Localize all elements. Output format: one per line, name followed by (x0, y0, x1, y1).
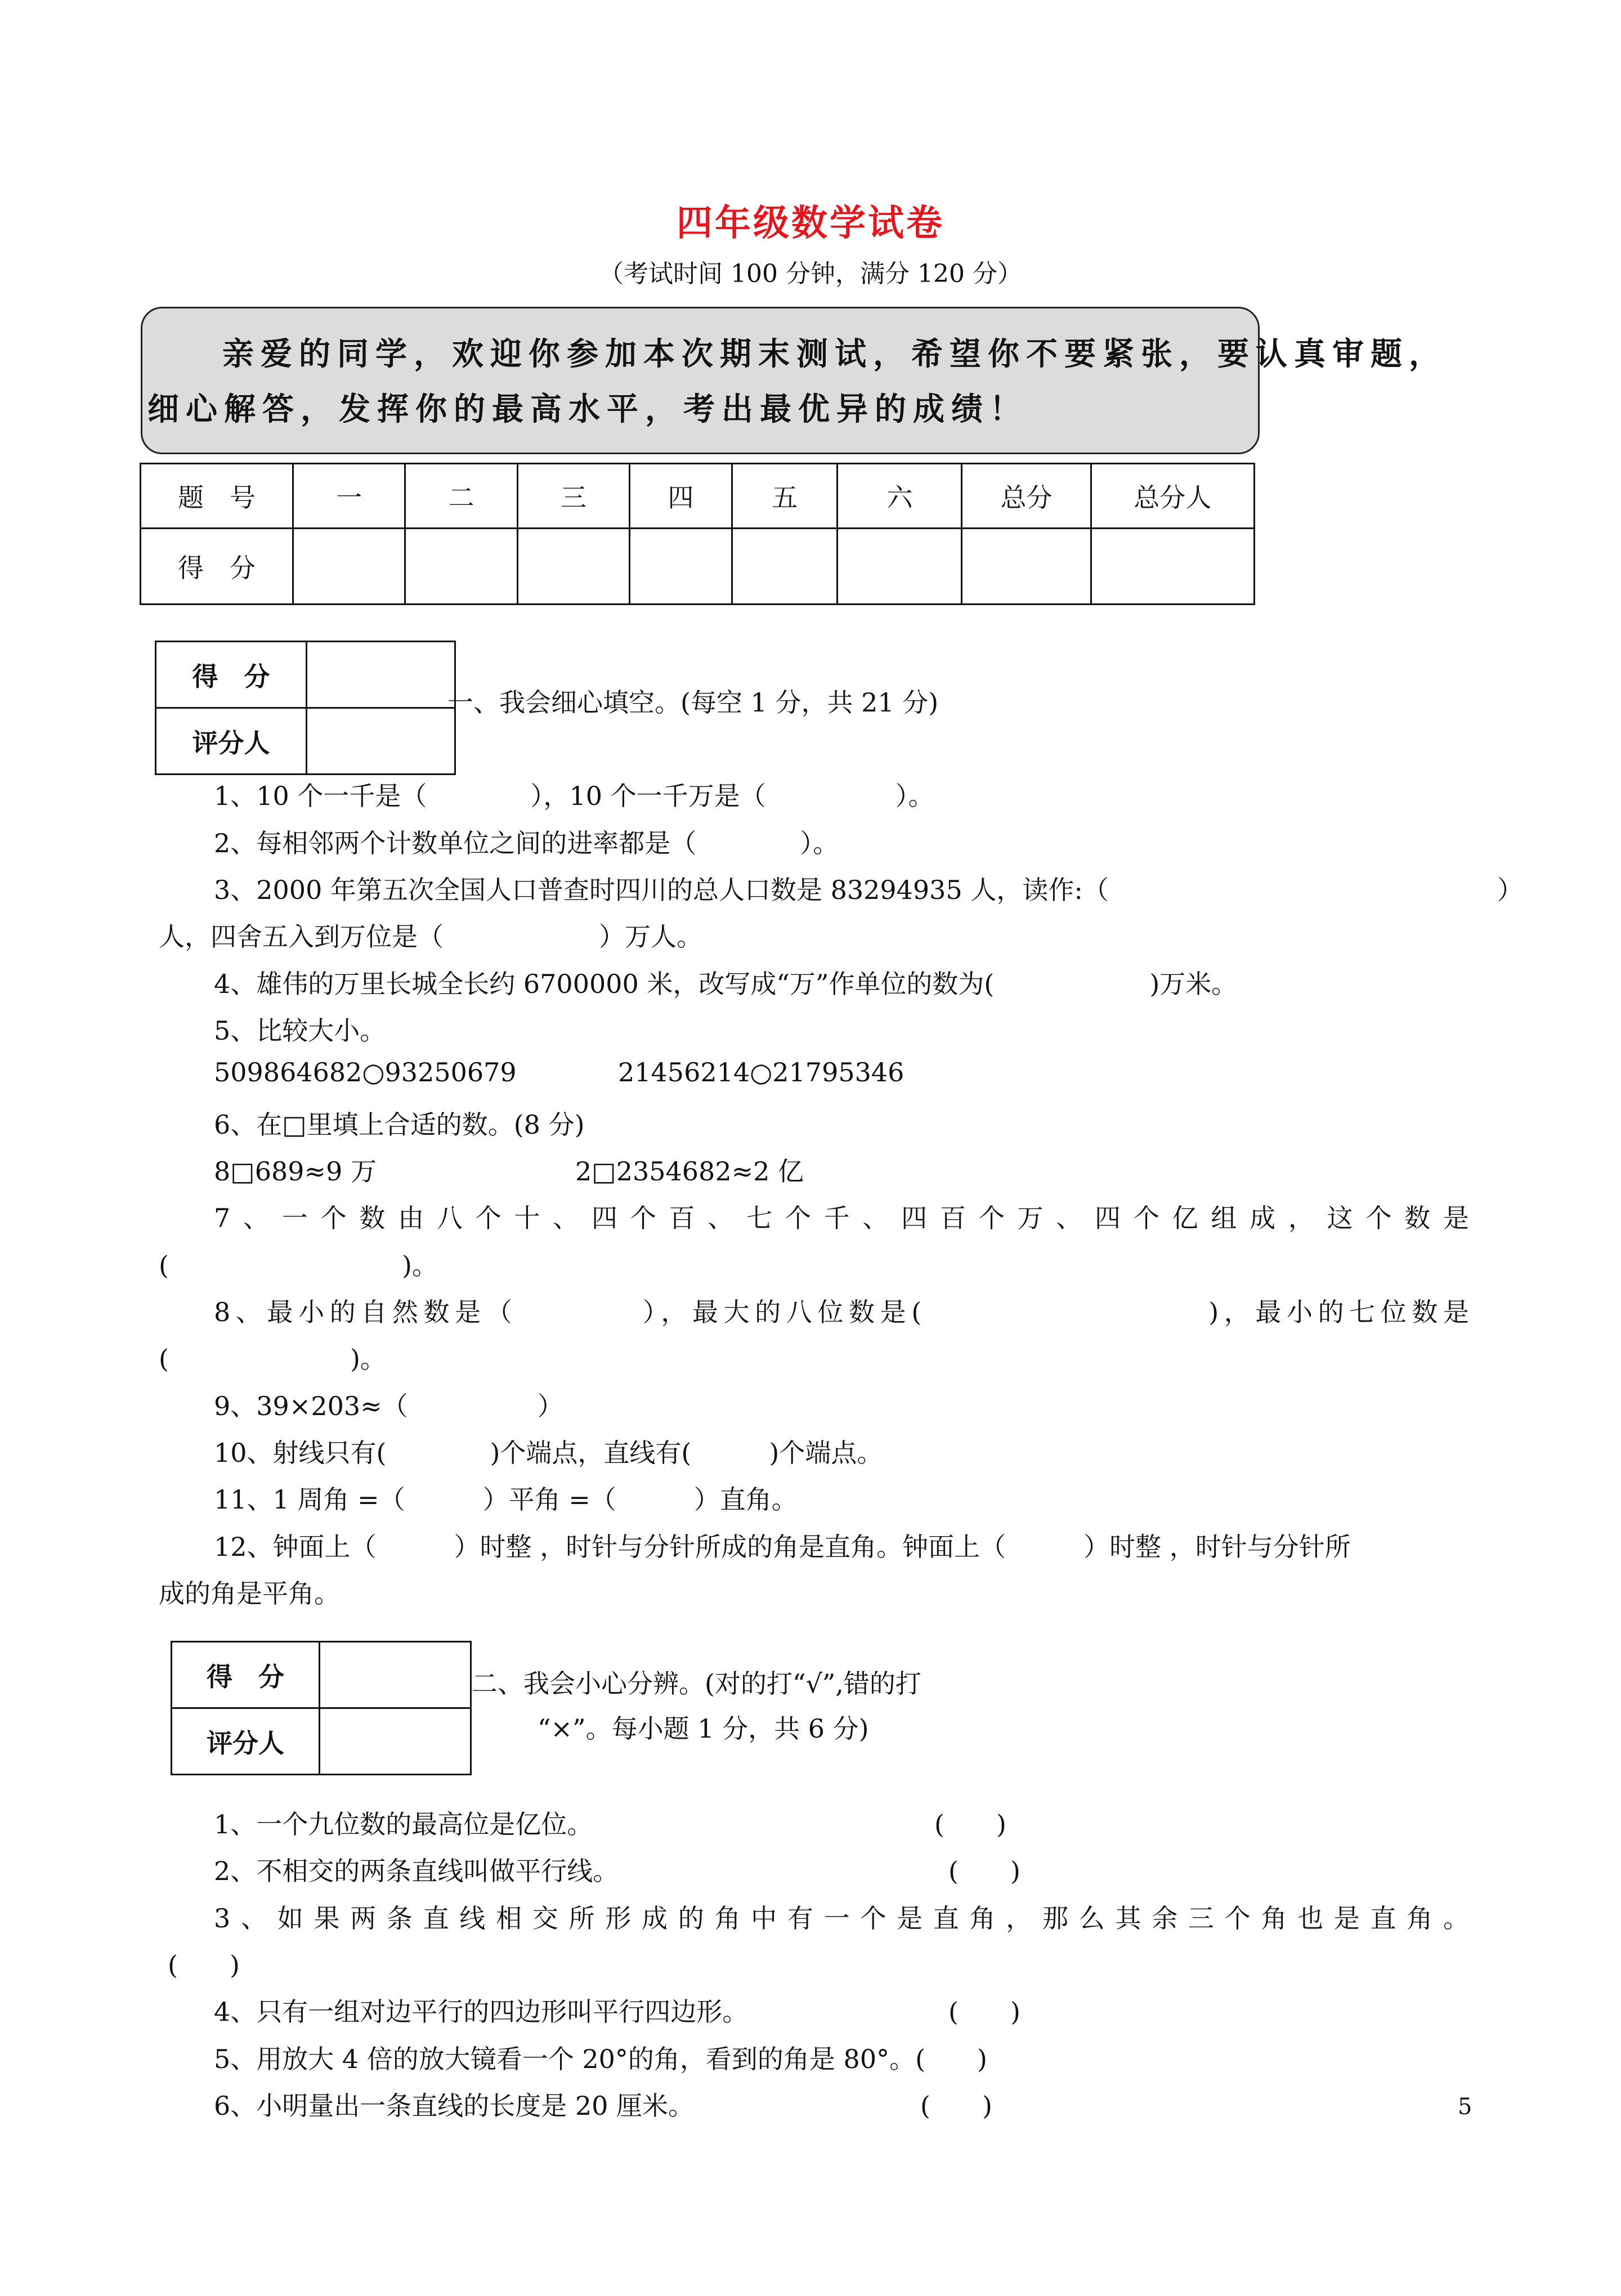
s1-question-3b: 人，四舍五入到万位是（ ）万人。 (159, 921, 702, 952)
score-cell[interactable] (405, 529, 517, 605)
score-cell[interactable] (732, 529, 838, 605)
score-table-header-label: 题 号 (141, 464, 293, 529)
s2-question-6: 6、小明量出一条直线的长度是 20 厘米。 (214, 2091, 695, 2121)
s1-question-10: 10、射线只有( )个端点，直线有( )个端点。 (214, 1438, 883, 1468)
s1-question-11: 11、1 周角 =（ ）平角 =（ ）直角。 (214, 1484, 798, 1515)
page-number: 5 (1458, 2094, 1472, 2120)
s2-answer-blank-3[interactable]: ( ) (168, 1950, 240, 1980)
score-col-5: 五 (732, 464, 838, 529)
score-table (140, 463, 1255, 605)
score-cell[interactable] (1091, 529, 1254, 605)
score-col-total: 总分 (962, 464, 1091, 529)
score-col-2: 二 (405, 464, 517, 529)
s1-question-2: 2、每相邻两个计数单位之间的进率都是（ ）。 (214, 828, 839, 858)
score-cell[interactable] (293, 529, 405, 605)
grader-score-label: 得 分 (156, 642, 307, 708)
s1-question-7b: ( )。 (159, 1250, 438, 1281)
s2-answer-blank-6[interactable]: ( ) (920, 2091, 992, 2121)
greeting-line-2: 细心解答，发挥你的最高水平，考出最优异的成绩！ (147, 391, 1028, 428)
score-col-4: 四 (630, 464, 732, 529)
s1-question-5a: 509864682○93250679 (214, 1057, 517, 1087)
s1-question-4: 4、雄伟的万里长城全长约 6700000 米，改写成“万”作单位的数为( )万米。 (214, 969, 1238, 999)
s2-answer-blank-2[interactable]: ( ) (948, 1856, 1020, 1886)
grader-name-label: 评分人 (172, 1708, 320, 1775)
score-cell[interactable] (838, 529, 962, 605)
grader-name-cell[interactable] (307, 708, 455, 775)
grader-score-label: 得 分 (172, 1642, 320, 1708)
s1-question-8b: ( )。 (159, 1344, 386, 1374)
score-col-6: 六 (838, 464, 962, 529)
s1-question-5b: 21456214○21795346 (618, 1057, 904, 1087)
s1-question-8a: 8、最小的自然数是（ ），最大的八位数是( )，最小的七位数是 (214, 1297, 1469, 1327)
exam-subtitle: （考试时间 100 分钟，满分 120 分） (599, 259, 1022, 288)
grader-score-cell[interactable] (307, 642, 455, 708)
s2-question-5: 5、用放大 4 倍的放大镜看一个 20°的角，看到的角是 80°。( ) (214, 2044, 987, 2074)
s1-question-1: 1、10 个一千是（ ），10 个一千万是（ ）。 (214, 781, 934, 811)
s1-question-7a: 7、一个数由八个十、四个百、七个千、四百个万、四个亿组成，这个数是 (214, 1203, 1469, 1233)
s2-answer-blank-4[interactable]: ( ) (948, 1997, 1020, 2027)
s1-question-3a: 3、2000 年第五次全国人口普查时四川的总人口数是 83294935 人，读作:（ (214, 875, 1109, 905)
s1-question-6b: 2□2354682≈2 亿 (575, 1156, 804, 1187)
score-cell[interactable] (630, 529, 732, 605)
grader-score-cell[interactable] (320, 1642, 471, 1708)
s1-question-5: 5、比较大小。 (214, 1015, 386, 1046)
section2-heading-line-1: 二、我会小心分辨。(对的打“√”,错的打 (472, 1668, 921, 1699)
section2-heading-line-2: “×”。每小题 1 分，共 6 分) (538, 1713, 869, 1744)
s1-question-3a-end: ） (1497, 875, 1523, 905)
s2-question-3a: 3、如果两条直线相交所形成的角中有一个是直角，那么其余三个角也是直角。 (214, 1903, 1469, 1934)
score-col-3: 三 (517, 464, 629, 529)
score-col-grader: 总分人 (1091, 464, 1254, 529)
s1-question-12b: 成的角是平角。 (159, 1578, 340, 1609)
s1-question-12a: 12、钟面上（ ）时整 ，时针与分针所成的角是直角。钟面上（ ）时整 ，时针与分针所 (214, 1532, 1351, 1562)
section1-heading: 一、我会细心填空。(每空 1 分，共 21 分) (447, 687, 939, 718)
score-table-row-label: 得 分 (141, 529, 293, 605)
grader-name-cell[interactable] (320, 1708, 471, 1775)
s2-question-1: 1、一个九位数的最高位是亿位。 (214, 1809, 593, 1840)
score-cell[interactable] (962, 529, 1091, 605)
exam-title: 四年级数学试卷 (677, 202, 944, 244)
greeting-line-1: 亲爱的同学，欢迎你参加本次期末测试，希望你不要紧张，要认真审题， (222, 335, 1447, 373)
section2-grader-box (171, 1641, 472, 1775)
grader-name-label: 评分人 (156, 708, 307, 775)
s2-question-4: 4、只有一组对边平行的四边形叫平行四边形。 (214, 1997, 749, 2027)
s1-question-9: 9、39×203≈（ ） (214, 1391, 563, 1421)
s2-question-2: 2、不相交的两条直线叫做平行线。 (214, 1856, 619, 1886)
section1-grader-box (155, 641, 456, 775)
score-col-1: 一 (293, 464, 405, 529)
s1-question-6: 6、在□里填上合适的数。(8 分) (214, 1109, 585, 1140)
s1-question-6a: 8□689≈9 万 (214, 1156, 377, 1187)
s2-answer-blank-1[interactable]: ( ) (934, 1809, 1006, 1840)
score-cell[interactable] (517, 529, 629, 605)
